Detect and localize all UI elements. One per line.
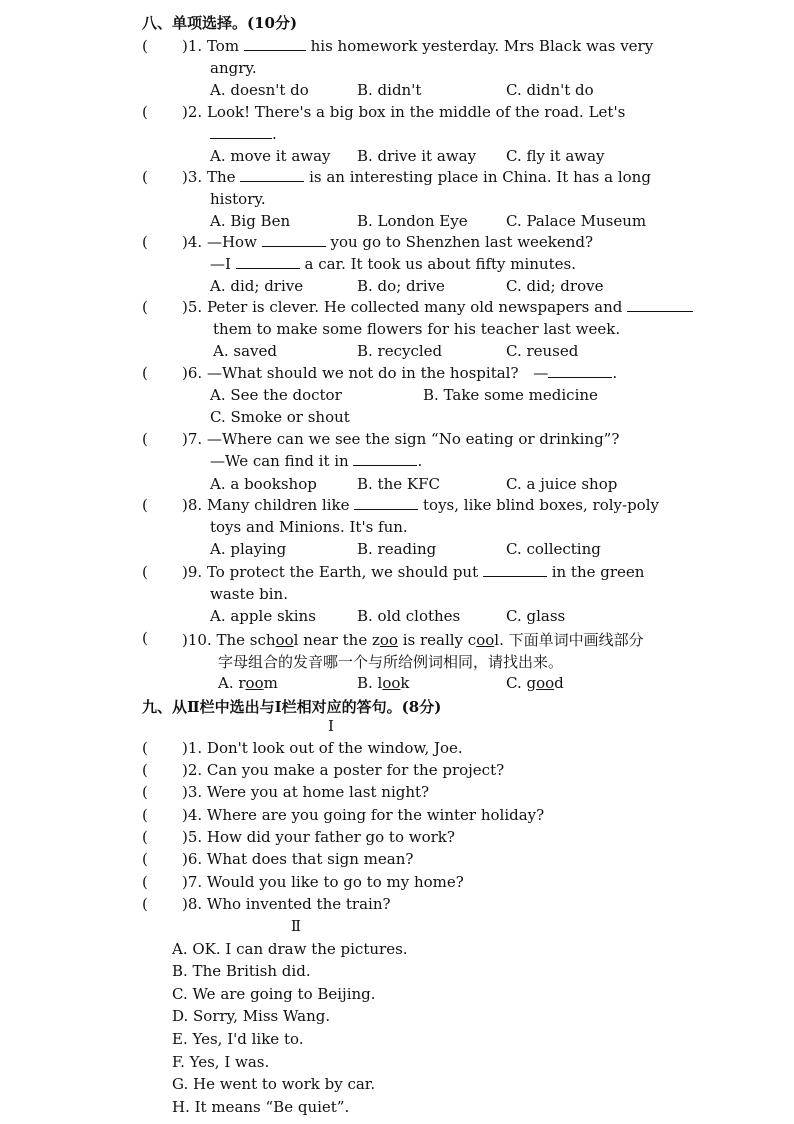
blank [483,564,547,577]
question-1-cont: angry. [210,59,257,77]
option-b: B. didn't [357,81,422,99]
match-question: )5. How did your father go to work? [182,828,455,846]
option-a: A. a bookshop [210,475,317,493]
column-1-heading: I [328,717,334,735]
option-c: C. did; drove [506,277,604,295]
question-3: )3. The is an interesting place in China. It has a long [182,168,651,186]
answer-paren: ( [142,783,148,801]
column-2-heading: Ⅱ [290,917,302,935]
blank [236,256,300,269]
answer-paren: ( [142,233,148,251]
blank [354,497,418,510]
option-a: A. playing [210,540,287,558]
option-b: B. drive it away [357,147,477,165]
option-b: B. look [357,674,410,692]
option-a: A. did; drive [210,277,304,295]
question-7-cont: —We can find it in . [210,452,423,470]
match-question: )6. What does that sign mean? [182,850,414,868]
match-answer: B. The British did. [172,962,311,980]
question-5: )5. Peter is clever. He collected many old newspapers and [182,298,693,316]
answer-paren: ( [142,761,148,779]
option-b: B. the KFC [357,475,440,493]
option-c: C. good [506,674,564,692]
answer-paren: ( [142,563,148,581]
option-c: C. reused [506,342,579,360]
option-c: C. Palace Museum [506,212,647,230]
option-c: C. glass [506,607,566,625]
answer-paren: ( [142,895,148,913]
question-9: )9. To protect the Earth, we should put in the green [182,563,645,581]
match-answer: C. We are going to Beijing. [172,985,376,1003]
answer-paren: ( [142,873,148,891]
question-7: )7. —Where can we see the sign “No eating or drinking”? [182,430,620,448]
question-2-blank: . [210,125,277,143]
answer-paren: ( [142,629,148,647]
section-9-title: 九、从Ⅱ栏中选出与Ⅰ栏相对应的答句。(8分) [142,698,442,716]
answer-paren: ( [142,828,148,846]
match-answer: F. Yes, I was. [172,1053,270,1071]
answer-paren: ( [142,430,148,448]
answer-paren: ( [142,103,148,121]
match-question: )8. Who invented the train? [182,895,391,913]
question-4: )4. —How you go to Shenzhen last weekend? [182,233,594,251]
match-answer: H. It means “Be quiet”. [172,1098,350,1116]
option-a: A. saved [213,342,277,360]
match-answer: G. He went to work by car. [172,1075,376,1093]
match-question: )3. Were you at home last night? [182,783,430,801]
option-c: C. collecting [506,540,601,558]
answer-paren: ( [142,739,148,757]
option-c: C. fly it away [506,147,605,165]
answer-paren: ( [142,37,148,55]
match-question: )2. Can you make a poster for the project? [182,761,505,779]
match-answer: D. Sorry, Miss Wang. [172,1007,331,1025]
question-8: )8. Many children like toys, like blind boxes, roly-poly [182,496,659,514]
blank [262,234,326,247]
blank [240,169,304,182]
answer-paren: ( [142,364,148,382]
answer-paren: ( [142,298,148,316]
option-b: B. do; drive [357,277,445,295]
option-b: B. reading [357,540,437,558]
question-2: )2. Look! There's a big box in the middle of the road. Let's [182,103,626,121]
option-a: A. doesn't do [210,81,309,99]
blank [627,299,693,312]
match-question: )7. Would you like to go to my home? [182,873,464,891]
match-answer: E. Yes, I'd like to. [172,1030,304,1048]
option-c: C. a juice shop [506,475,618,493]
blank [548,365,612,378]
question-8-cont: toys and Minions. It's fun. [210,518,408,536]
answer-paren: ( [142,496,148,514]
blank [244,38,306,51]
question-9-cont: waste bin. [210,585,288,603]
question-6: )6. —What should we not do in the hospital? — . [182,364,618,382]
question-10: )10. The school near the zoo is really cool. 下面单词中画线部分 [182,631,644,649]
question-3-cont: history. [210,190,266,208]
answer-paren: ( [142,850,148,868]
answer-paren: ( [142,806,148,824]
option-b: B. old clothes [357,607,461,625]
option-b: B. recycled [357,342,443,360]
blank [353,453,417,466]
question-10-cont: 字母组合的发音哪一个与所给例词相同，请找出来。 [218,653,564,671]
question-5-cont: them to make some flowers for his teacher last week. [213,320,621,338]
option-a: A. move it away [210,147,331,165]
match-answer: A. OK. I can draw the pictures. [172,940,408,958]
option-a: A. See the doctor [210,386,342,404]
option-c: C. Smoke or shout [210,408,350,426]
answer-paren: ( [142,168,148,186]
question-1: )1. Tom his homework yesterday. Mrs Black was very [182,37,654,55]
match-question: )4. Where are you going for the winter holiday? [182,806,545,824]
option-a: A. apple skins [210,607,316,625]
option-b: B. London Eye [357,212,468,230]
option-a: A. Big Ben [210,212,291,230]
section-8-title: 八、单项选择。(10分) [142,14,298,32]
question-4-cont: —I a car. It took us about fifty minutes. [210,255,576,273]
blank [210,126,272,139]
match-question: )1. Don't look out of the window, Joe. [182,739,463,757]
option-b: B. Take some medicine [423,386,598,404]
option-a: A. room [218,674,278,692]
option-c: C. didn't do [506,81,594,99]
